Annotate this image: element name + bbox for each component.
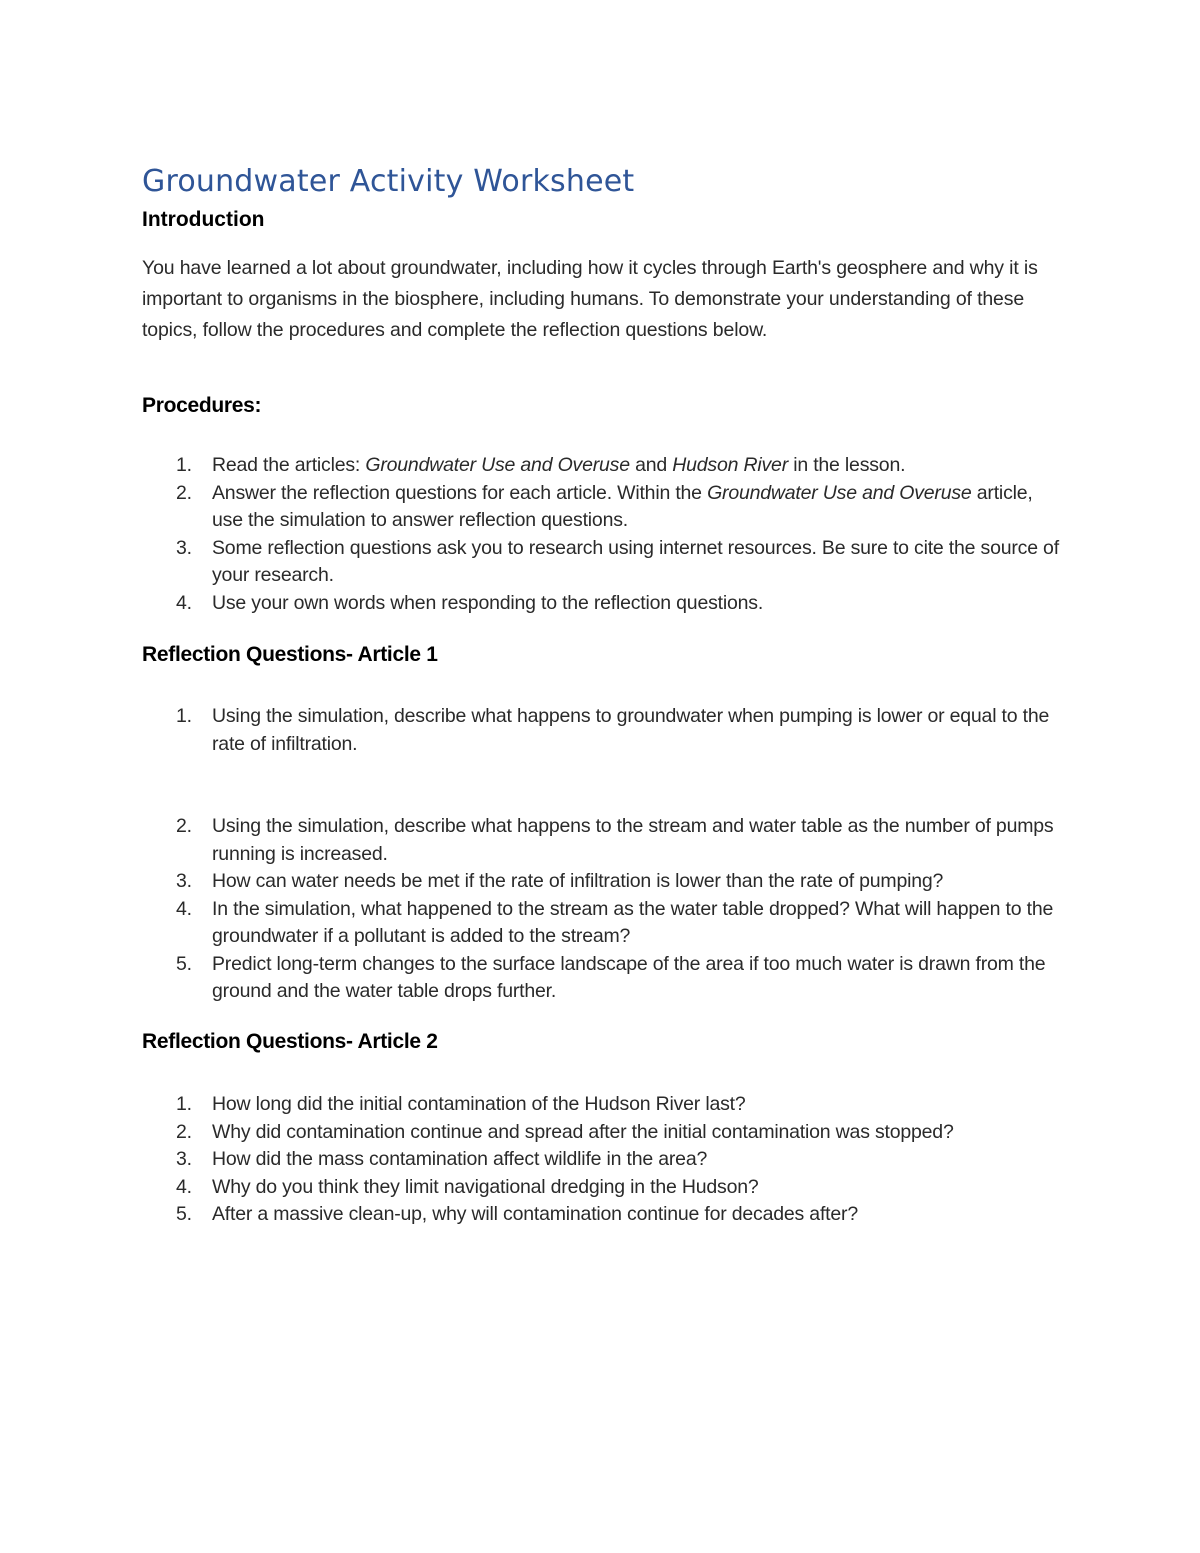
procedure-item [142,480,1062,535]
article1-heading: Reflection Questions- Article 1 [142,643,438,666]
procedure-text: Answer the reflection questions for each article. Within the [212,481,708,504]
list-number: 2. [176,815,192,837]
list-number: 4. [176,897,192,920]
document-title: Groundwater Activity Worksheet [142,164,635,199]
question-item [142,868,1062,896]
question-item [142,1201,1062,1229]
question-item [142,813,1062,868]
question-text: Using the simulation, describe what happens to the stream and water table as the number of pumps running is increased. [212,815,1054,865]
procedure-item [142,452,1062,480]
procedure-text: Some reflection questions ask you to research using internet resources. Be sure to cite the source of your research. [212,536,1059,586]
procedures-list [142,452,1062,617]
question-text: Why did contamination continue and spread after the initial contamination was stopped? [212,1120,954,1143]
procedure-text: article, use the simulation to answer reflection questions. [212,481,1033,531]
article2-questions [142,1091,1062,1229]
question-item [142,1146,1062,1174]
procedure-text: Use your own words when responding to the reflection questions. [212,591,764,614]
procedure-text: in the lesson. [787,454,906,476]
procedure-item [142,535,1062,590]
list-number: 4. [176,591,192,614]
list-number: 1. [176,454,192,476]
question-text: How can water needs be met if the rate of infiltration is lower than the rate of pumping? [212,870,944,892]
procedure-text: and [629,454,673,476]
list-number: 5. [176,1203,192,1225]
question-item [142,1091,1062,1119]
question-item [142,1119,1062,1147]
question-text: In the simulation, what happened to the stream as the water table dropped? What will happen to the groundwater if a pollutant is added to the stream? [212,897,1054,947]
question-text: Why do you think they limit navigational dredging in the Hudson? [212,1175,759,1198]
question-item [142,1174,1062,1202]
list-number: 2. [176,1120,192,1143]
list-number: 5. [176,952,192,975]
introduction-paragraph: You have learned a lot about groundwater, including how it cycles through Earth's geosphere and why it is important to organisms in the biosphere, including humans. To demonstrate your understanding of these topics, follow the procedures and complete the reflection questions below. [142,257,1038,341]
introduction-heading: Introduction [142,208,265,231]
procedure-item [142,590,1062,618]
question-item [142,896,1062,951]
article1-questions [142,703,1062,1006]
article2-heading: Reflection Questions- Article 2 [142,1030,438,1053]
list-number: 3. [176,1148,192,1170]
procedures-heading: Procedures: [142,394,262,417]
list-number: 3. [176,870,192,892]
question-text: Predict long-term changes to the surface landscape of the area if too much water is drawn from the ground and the water table drops further. [212,952,1046,1002]
article-title-italic: Hudson River [672,454,788,476]
question-text: How long did the initial contamination of the Hudson River last? [212,1093,746,1115]
list-number: 1. [176,1093,192,1115]
article-title-italic: Groundwater Use and Overuse [707,481,972,504]
list-number: 4. [176,1175,192,1198]
list-number: 1. [176,705,192,727]
list-number: 2. [176,481,192,504]
question-text: Using the simulation, describe what happens to groundwater when pumping is lower or equal to the rate of infiltration. [212,705,1050,755]
question-item [142,703,1062,758]
procedure-text: Read the articles: [212,454,366,476]
list-number: 3. [176,536,192,559]
article-title-italic: Groundwater Use and Overuse [365,454,630,476]
question-item [142,951,1062,1006]
question-text: After a massive clean-up, why will contamination continue for decades after? [212,1203,858,1225]
question-text: How did the mass contamination affect wildlife in the area? [212,1148,708,1170]
